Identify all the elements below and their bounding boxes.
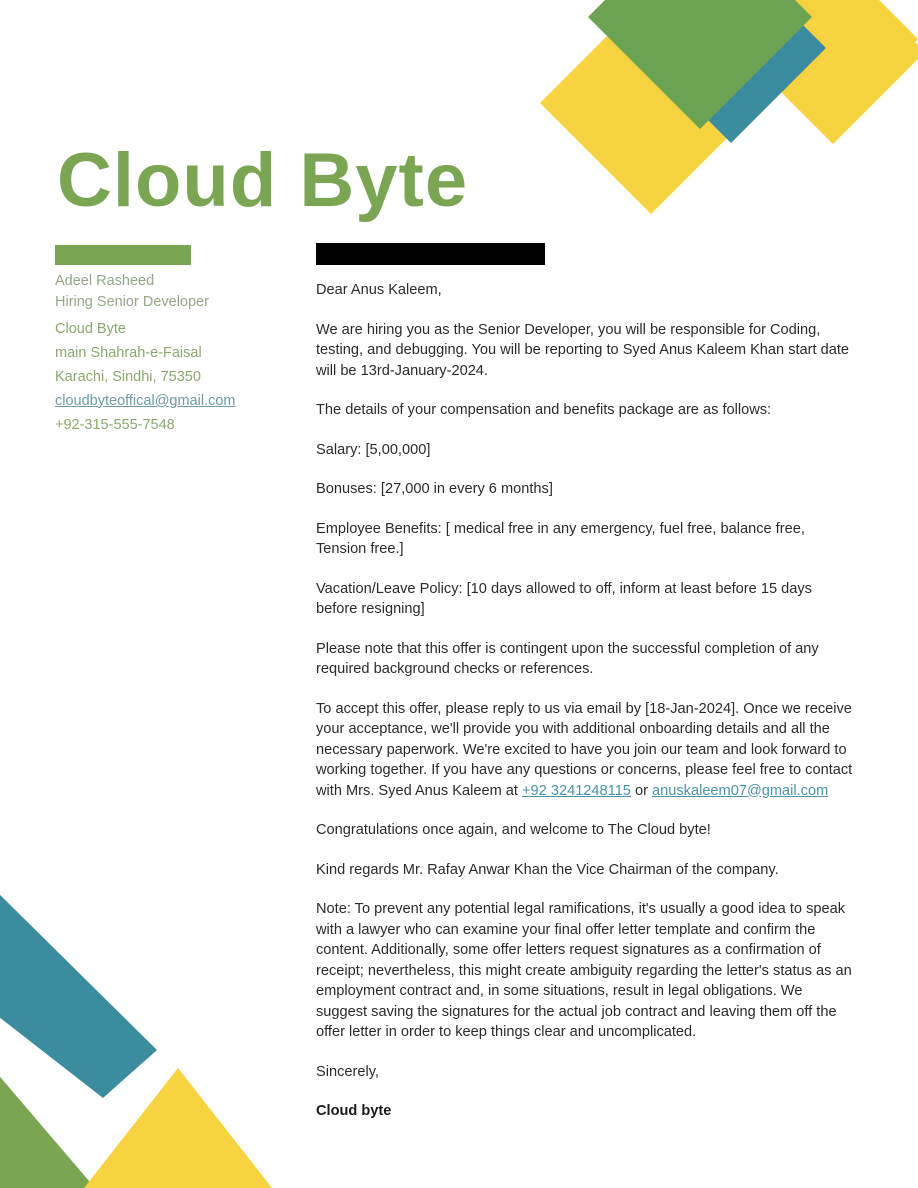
employee-benefits-line: Employee Benefits: [ medical free in any emergency, fuel free, balance free, Tension free.] (316, 520, 805, 557)
letter-body (316, 280, 856, 1122)
green-diamond-top (588, 0, 812, 129)
yellow-diamond-right (748, 0, 918, 124)
sender-email-link[interactable]: cloudbyteoffical@gmail.com (55, 393, 236, 409)
contingency-paragraph: Please note that this offer is contingent upon the successful completion of any required background checks or references. (316, 640, 819, 677)
vacation-policy-line: Vacation/Leave Policy: [10 days allowed to off, inform at least before 15 days before resigning] (316, 580, 812, 617)
sender-contact-block (55, 271, 295, 437)
black-accent-bar (316, 243, 545, 265)
bonuses-line: Bonuses: [27,000 in every 6 months] (316, 481, 553, 497)
teal-diamond-top (636, 0, 826, 143)
acceptance-paragraph (316, 699, 856, 802)
congratulations-paragraph: Congratulations once again, and welcome to The Cloud byte! (316, 822, 711, 838)
sender-address-line-2: Karachi, Sindhi, 75350 (55, 369, 201, 385)
letter-closing: Sincerely, (316, 1063, 379, 1080)
letter-greeting: Dear Anus Kaleem, (316, 282, 442, 298)
company-logo: Cloud Byte (57, 138, 469, 223)
acceptance-text-part-1: To accept this offer, please reply to us via email by [18-Jan-2024]. Once we receive your acceptance, we'll provide you with additional onboarding details and all the necessary paperwork. We're excited to have you join our team and look forward to working together. If you have any questions or concerns, please feel free to contact with Mrs. Syed Anus Kaleem at (316, 700, 853, 799)
sender-role: Hiring Senior Developer (55, 294, 209, 310)
green-triangle-bottom-left (0, 1065, 95, 1188)
letter-signature: Cloud byte (316, 1103, 392, 1119)
yellow-diamond-left (540, 0, 762, 214)
green-accent-bar (55, 245, 191, 265)
letter-intro-paragraph: We are hiring you as the Senior Developer, you will be responsible for Coding, testing, and debugging. You will be reporting to Syed Anus Kaleem Khan start date will be 13rd-January-2024. (316, 321, 850, 379)
yellow-triangle-bottom-left (84, 1068, 272, 1188)
salary-line: Salary: [5,00,000] (316, 441, 431, 458)
sender-company: Cloud Byte (55, 321, 126, 337)
legal-note-paragraph: Note: To prevent any potential legal ramifications, it's usually a good idea to speak with a lawyer who can examine your final offer letter template and confirm the content. Additionally, some offer letters request signatures as a confirmation of receipt; nevertheless, this might create ambiguity regarding the letter's status as an employment contract and, in some situations, result in legal obligations. We suggest saving the signatures for the actual job contract and leaving them off the offer letter in order to keep things clear and uncomplicated. (316, 901, 852, 1040)
yellow-diamond-right-2 (741, 0, 918, 144)
sender-name: Adeel Rasheed (55, 273, 155, 289)
kind-regards-paragraph: Kind regards Mr. Rafay Anwar Khan the Vice Chairman of the company. (316, 861, 779, 878)
acceptance-text-connector: or (630, 782, 653, 799)
contact-email-link[interactable]: anuskaleem07@gmail.com (652, 782, 829, 799)
compensation-lead-in: The details of your compensation and benefits package are as follows: (316, 402, 772, 418)
sender-address-line-1: main Shahrah-e-Faisal (55, 345, 202, 361)
sender-phone: +92-315-555-7548 (55, 417, 175, 433)
contact-phone-link[interactable]: +92 3241248115 (522, 782, 631, 799)
teal-bar-bottom-left (0, 885, 157, 1098)
